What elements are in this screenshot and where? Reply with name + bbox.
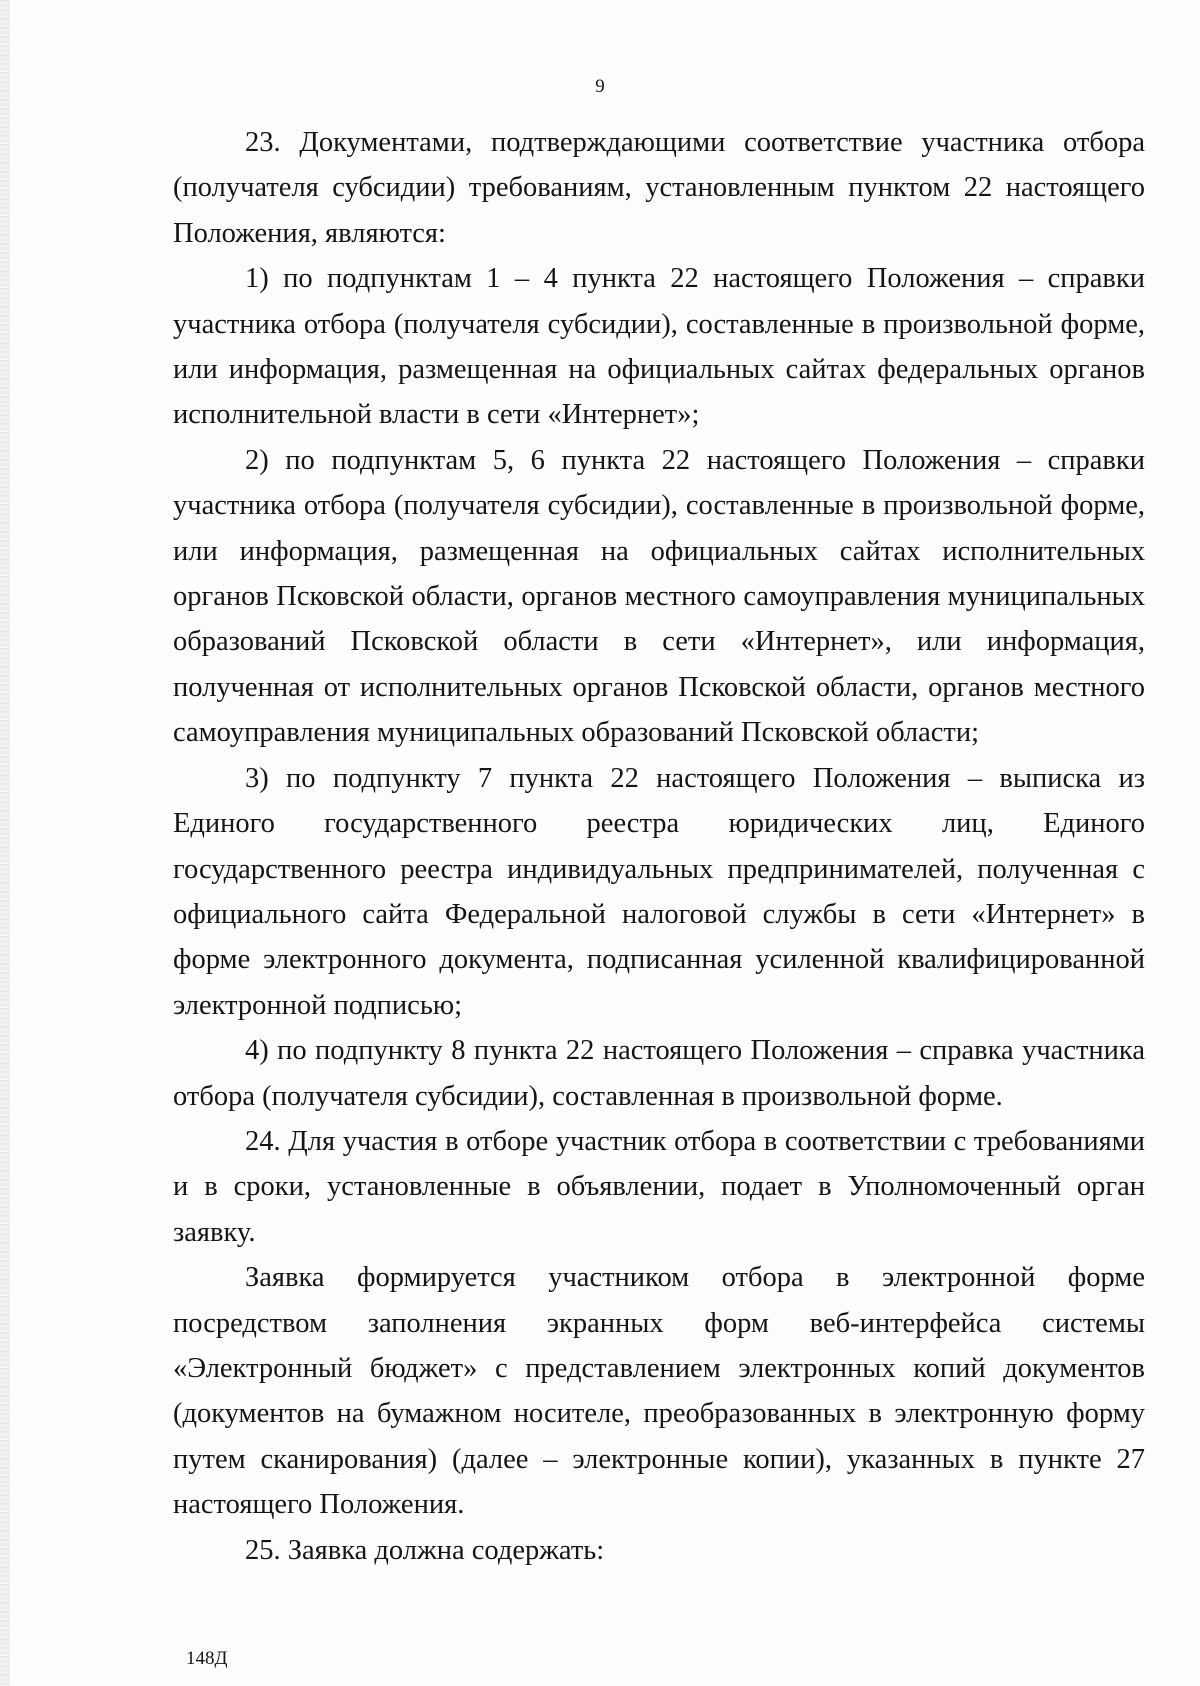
paragraph-24: 24. Для участия в отборе участник отбора в соответствии с требованиями и в сроки, установленные в объявлении, подает в Уполномоченный орган заявку. xyxy=(173,1125,1145,1248)
paragraph-23-item-2: 2) по подпунктам 5, 6 пункта 22 настоящего Положения – справки участника отбора (получателя субсидии), составленные в произвольной форме, или информация, размещенная на официальных сайтах исполнительных органов Псковской области, органов местного самоуправления муниципальных образований Псковской области в сети «Интернет», или информация, полученная от исполнительных органов Псковской области, органов местного самоуправления муниципальных образований Псковской области; xyxy=(173,444,1145,749)
scan-edge xyxy=(0,0,10,1686)
paragraph-23-item-4: 4) по подпункту 8 пункта 22 настоящего Положения – справка участника отбора (получателя субсидии), составленная в произвольной форме. xyxy=(173,1035,1145,1112)
paragraph-23-item-3: 3) по подпункту 7 пункта 22 настоящего Положения – выписка из Единого государственного реестра юридических лиц, Единого государственного реестра индивидуальных предпринимателей, полученная с официального сайта Федеральной налоговой службы в сети «Интернет» в форме электронного документа, подписанная усиленной квалифицированной электронной подписью; xyxy=(173,762,1145,1021)
footer-code: 148Д xyxy=(186,1648,228,1669)
paragraph-23-item-1: 1) по подпунктам 1 – 4 пункта 22 настоящего Положения – справки участника отбора (получателя субсидии), составленные в произвольной форме, или информация, размещенная на официальных сайтах федеральных органов исполнительной власти в сети «Интернет»; xyxy=(173,263,1145,431)
paragraph-25: 25. Заявка должна содержать: xyxy=(245,1534,605,1566)
paragraph-24-application: Заявка формируется участником отбора в электронной форме посредством заполнения экранных форм веб-интерфейса системы «Электронный бюджет» с представлением электронных копий документов (документов на бумажном носителе, преобразованных в электронную форму путем сканирования) (далее – электронные копии), указанных в пункте 27 настоящего Положения. xyxy=(173,1262,1145,1521)
paragraph-23: 23. Документами, подтверждающими соответствие участника отбора (получателя субсидии) требованиям, установленным пунктом 22 настоящего Положения, являются: xyxy=(173,127,1145,249)
page-number: 9 xyxy=(595,76,605,97)
document-body xyxy=(173,120,1145,1573)
